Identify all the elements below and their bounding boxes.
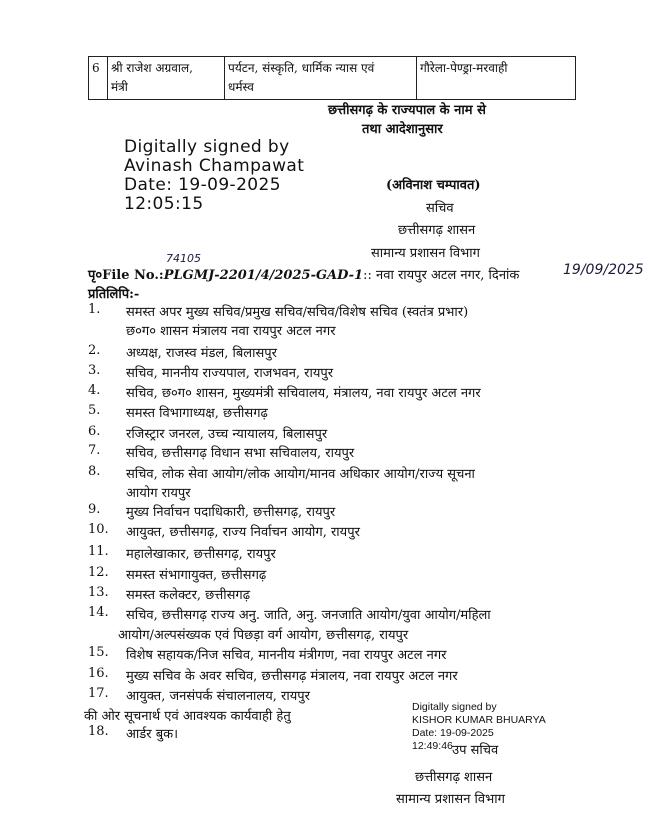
departments-line2: धर्मस्व xyxy=(228,80,254,94)
list-item-text: सचिव, लोक सेवा आयोग/लोक आयोग/मानव अधिकार आयोग/राज्य सूचना xyxy=(126,467,475,482)
list-item-text: मुख्य निर्वाचन पदाधिकारी, छत्तीसगढ़, रायपुर xyxy=(126,505,336,520)
signatory2-title: उप सचिव xyxy=(452,743,499,758)
signatory2-department: सामान्य प्रशासन विभाग xyxy=(396,792,505,807)
list-item-text: अध्यक्ष, राजस्व मंडल, बिलासपुर xyxy=(126,346,277,361)
list-item-number: 5. xyxy=(88,403,101,418)
list-item-text: मुख्य सचिव के अवर सचिव, छत्तीसगढ़ मंत्रालय, नवा रायपुर अटल नगर xyxy=(126,669,458,684)
list-item-number: 3. xyxy=(88,363,101,378)
file-prefix: पृ०File No.: xyxy=(88,268,164,283)
signature2-line2: KISHOR KUMAR BHUARYA xyxy=(412,714,546,726)
list-item-number: 8. xyxy=(88,464,101,479)
list-item-text: विशेष सहायक/निज सचिव, माननीय मंत्रीगण, नवा रायपुर अटल नगर xyxy=(126,648,447,663)
list-item-number: 1. xyxy=(88,302,101,317)
list-item-number: 2. xyxy=(88,343,101,358)
minister-table xyxy=(88,56,576,100)
signatory1-office: छत्तीसगढ़ शासन xyxy=(398,223,476,238)
list-item-text: समस्त संभागायुक्त, छत्तीसगढ़ xyxy=(126,568,267,583)
signatory2-office: छत्तीसगढ़ शासन xyxy=(415,770,493,785)
list-item-text: सचिव, छ०ग० शासन, मुख्यमंत्री सचिवालय, मंत्रालय, नवा रायपुर अटल नगर xyxy=(126,386,481,401)
list-item-number: 15. xyxy=(88,645,109,660)
signature2-line1: Digitally signed by xyxy=(412,701,497,713)
order-line-2: तथा आदेशानुसार xyxy=(362,122,443,137)
list-item-text: महालेखाकार, छत्तीसगढ़, रायपुर xyxy=(126,547,276,562)
info-line: की ओर सूचनार्थ एवं आवश्यक कार्यवाही हेतु xyxy=(84,709,291,724)
list-item-number: 14. xyxy=(88,605,109,620)
signature1-line1: Digitally signed by xyxy=(124,137,290,157)
list-item-text: आयुक्त, जनसंपर्क संचालनालय, रायपुर xyxy=(126,689,310,704)
signatory1-title: सचिव xyxy=(426,201,454,216)
minister-name: श्री राजेश अग्रवाल, xyxy=(111,61,193,75)
table-cell-district: गौरेला-पेण्ड्रा-मरवाही xyxy=(417,57,576,100)
file-number-line xyxy=(88,265,519,283)
signature2-line3: Date: 19-09-2025 xyxy=(412,727,494,739)
digital-signature-1 xyxy=(124,138,304,214)
list-item-text: सचिव, माननीय राज्यपाल, राजभवन, रायपुर xyxy=(126,366,334,381)
list-item-text: समस्त अपर मुख्य सचिव/प्रमुख सचिव/सचिव/विशेष सचिव (स्वतंत्र प्रभार) xyxy=(126,305,469,320)
list-item-text: सचिव, छत्तीसगढ़ विधान सभा सचिवालय, रायपुर xyxy=(126,446,355,461)
list-item-text-continued: आयोग/अल्पसंख्यक एवं पिछड़ा वर्ग आयोग, छत्तीसगढ़, रायपुर xyxy=(118,628,409,643)
signature1-line2: Avinash Champawat xyxy=(124,156,305,176)
list-item-number: 7. xyxy=(88,443,101,458)
copy-label: प्रतिलिपि:- xyxy=(88,287,140,302)
list-item-number: 13. xyxy=(88,585,109,600)
list-item-number: 10. xyxy=(88,522,109,537)
file-number: PLGMJ-2201/4/2025-GAD-1 xyxy=(163,268,364,283)
signatory1-name: (अविनाश चम्पावत) xyxy=(386,178,481,193)
list-item-number: 12. xyxy=(88,565,109,580)
list-item-text-continued: छ०ग० शासन मंत्रालय नवा रायपुर अटल नगर xyxy=(126,324,336,339)
minister-designation: मंत्री xyxy=(111,80,128,94)
table-cell-number: 6 xyxy=(89,57,108,100)
list-item-text: समस्त विभागाध्यक्ष, छत्तीसगढ़ xyxy=(126,406,268,421)
table-cell-departments xyxy=(225,57,417,100)
item18-text: आर्डर बुक। xyxy=(126,727,179,742)
table-cell-minister xyxy=(108,57,225,100)
list-item-number: 6. xyxy=(88,424,101,439)
handwritten-date: 19/09/2025 xyxy=(563,262,644,278)
list-item-text: रजिस्ट्रार जनरल, उच्च न्यायालय, बिलासपुर xyxy=(126,427,328,442)
list-item-number: 11. xyxy=(88,544,109,559)
list-item-text: समस्त कलेक्टर, छत्तीसगढ़ xyxy=(126,588,251,603)
item18-number: 18. xyxy=(88,724,109,739)
file-place-date-label: :: नवा रायपुर अटल नगर, दिनांक xyxy=(363,268,520,283)
signature1-line3: Date: 19-09-2025 xyxy=(124,175,281,195)
signatory1-department: सामान्य प्रशासन विभाग xyxy=(371,246,480,261)
list-item-number: 16. xyxy=(88,666,109,681)
list-item-text-continued: आयोग रायपुर xyxy=(126,486,191,501)
handwritten-dispatch-number: 74105 xyxy=(166,252,201,265)
list-item-text: आयुक्त, छत्तीसगढ़, राज्य निर्वाचन आयोग, रायपुर xyxy=(126,525,360,540)
signature1-line4: 12:05:15 xyxy=(124,194,204,214)
signature2-line4: 12:49:46 xyxy=(412,740,453,752)
list-item-text: सचिव, छत्तीसगढ़ राज्य अनु. जाति, अनु. जनजाति आयोग/युवा आयोग/महिला xyxy=(126,608,491,623)
list-item-number: 4. xyxy=(88,383,101,398)
table-row xyxy=(89,57,576,100)
order-line-1: छत्तीसगढ़ के राज्यपाल के नाम से xyxy=(328,103,486,118)
departments-line1: पर्यटन, संस्कृति, धार्मिक न्यास एवं xyxy=(228,61,375,75)
list-item-number: 17. xyxy=(88,686,109,701)
list-item-number: 9. xyxy=(88,502,101,517)
